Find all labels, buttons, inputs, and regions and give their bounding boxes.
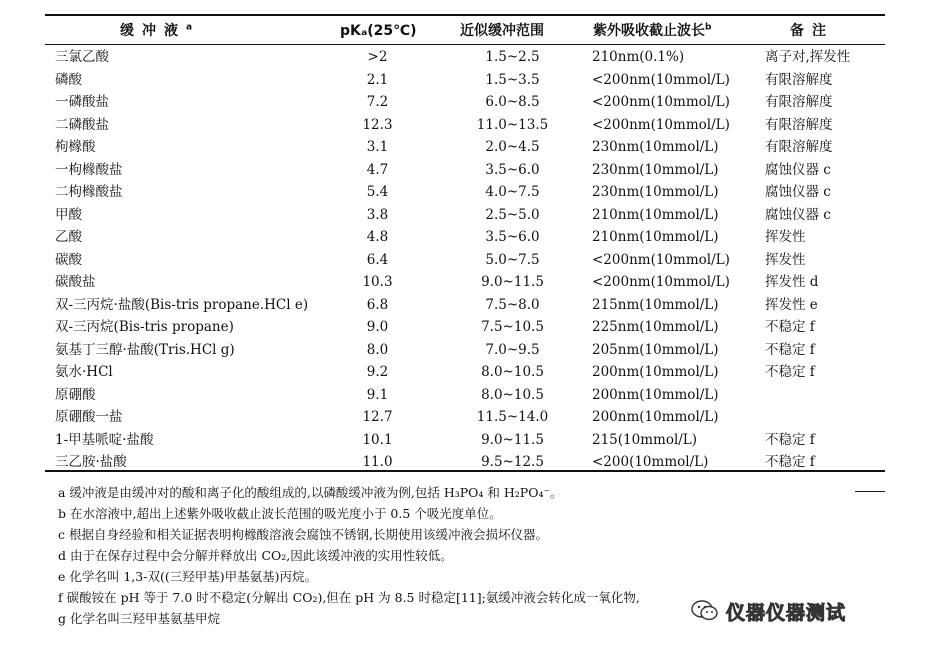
cell-pka: 9.1: [366, 386, 389, 403]
cell-uv-cutoff: 230nm(10mmol/L): [592, 139, 719, 155]
table-row: [0, 361, 934, 384]
cell-uv-cutoff: <200nm(10mmol/L): [592, 94, 730, 110]
cell-remarks: 不稳定 f: [765, 364, 815, 380]
cell-uv-cutoff: 225nm(10mmol/L): [592, 319, 719, 335]
cell-range: 11.5~14.0: [476, 409, 549, 425]
cell-uv-cutoff: <200nm(10mmol/L): [592, 71, 730, 88]
cell-buffer: 双-三丙烷(Bis-tris propane): [55, 319, 234, 335]
cell-range: 7.5~10.5: [481, 319, 544, 335]
table-row: [0, 114, 934, 137]
header-pka: pKₐ(25℃): [340, 23, 417, 39]
cell-range: 9.5~12.5: [481, 454, 544, 470]
cell-range: 3.5~6.0: [485, 161, 540, 178]
cell-buffer: 甲酸: [55, 206, 82, 223]
header-uv-cutoff: 紫外吸收截止波长$^b$: [593, 22, 712, 39]
table-row: [0, 316, 934, 339]
cell-range: 3.5~6.0: [485, 229, 540, 245]
cell-remarks: 不稳定 f: [765, 341, 815, 358]
cell-pka: 6.4: [366, 251, 389, 268]
cell-range: 9.0~11.5: [481, 274, 544, 290]
cell-buffer: 氨水·HCl: [55, 364, 113, 380]
cell-uv-cutoff: 230nm(10mmol/L): [592, 161, 719, 178]
cell-buffer: 碳酸盐: [55, 274, 96, 290]
watermark: [690, 596, 846, 626]
cell-buffer: 1-甲基哌啶·盐酸: [55, 431, 154, 448]
cell-remarks: 有限溶解度: [765, 116, 833, 133]
cell-pka: 3.1: [366, 139, 389, 155]
cell-remarks: 不稳定 f: [765, 319, 815, 335]
cell-pka: 4.8: [366, 229, 389, 245]
cell-remarks: 挥发性: [765, 251, 806, 268]
cell-remarks: 挥发性 d: [765, 274, 819, 290]
cell-uv-cutoff: 205nm(10mmol/L): [592, 341, 719, 358]
cell-buffer: 碳酸: [55, 251, 82, 268]
cell-range: 6.0~8.5: [485, 94, 540, 110]
cell-remarks: 挥发性 e: [765, 296, 818, 313]
header-remarks: 备注: [790, 23, 834, 39]
table-row: [0, 249, 934, 272]
table-bottom-rule: [45, 470, 885, 472]
table-header-rule: [45, 44, 885, 45]
table-row: [0, 159, 934, 182]
cell-buffer: 氨基丁三醇·盐酸(Tris.HCl g): [55, 341, 235, 358]
cell-buffer: 乙酸: [55, 229, 82, 245]
cell-remarks: 不稳定 f: [765, 431, 815, 448]
footnote: e 化学名叫 1,3-双((三羟甲基)甲基氨基)丙烷。: [58, 569, 317, 584]
watermark-text: 仪器仪器测试: [726, 601, 847, 624]
cell-range: 2.5~5.0: [485, 206, 540, 223]
cell-buffer: 磷酸: [55, 71, 82, 88]
table-row: [0, 204, 934, 227]
cell-range: 9.0~11.5: [481, 431, 544, 448]
cell-pka: 3.8: [366, 206, 389, 223]
table-row: [0, 46, 934, 69]
table-body: [0, 46, 934, 474]
cell-pka: 11.0: [362, 454, 393, 470]
footnote: b 在水溶液中,超出上述紫外吸收截止波长范围的吸光度小于 0.5 个吸光度单位。: [58, 506, 502, 521]
cell-remarks: 有限溶解度: [765, 139, 833, 155]
cell-buffer: 三乙胺·盐酸: [55, 454, 127, 470]
table-row: [0, 136, 934, 159]
cell-pka: 9.2: [366, 364, 389, 380]
table-row: [0, 181, 934, 204]
cell-uv-cutoff: 230nm(10mmol/L): [592, 184, 719, 200]
table-row: [0, 339, 934, 362]
cell-pka: 6.8: [366, 296, 389, 313]
header-range: 近似缓冲范围: [460, 23, 544, 39]
cell-range: 5.0~7.5: [485, 251, 540, 268]
wechat-icon: [690, 598, 720, 624]
cell-buffer: 一磷酸盐: [55, 94, 109, 110]
cell-uv-cutoff: <200nm(10mmol/L): [592, 274, 730, 290]
cell-buffer: 一枸橼酸盐: [55, 161, 123, 178]
cell-uv-cutoff: 200nm(10mmol/L): [592, 364, 719, 380]
cell-remarks: 有限溶解度: [765, 94, 833, 110]
cell-pka: 10.1: [362, 431, 393, 448]
cell-pka: 10.3: [362, 274, 393, 290]
cell-uv-cutoff: 215nm(10mmol/L): [592, 296, 719, 313]
footnote: a 缓冲液是由缓冲对的酸和离子化的酸组成的,以磷酸缓冲液为例,包括 H₃PO₄ 和 H₂PO₄⁻。: [58, 485, 563, 500]
cell-pka: 4.7: [366, 161, 389, 178]
table-row: [0, 69, 934, 92]
cell-pka: 5.4: [366, 184, 389, 200]
cell-pka: 12.3: [362, 116, 393, 133]
footnote: c 根据自身经验和相关证据表明枸橼酸溶液会腐蚀不锈钢,长期使用该缓冲液会损坏仪器。: [58, 527, 548, 542]
cell-uv-cutoff: <200nm(10mmol/L): [592, 116, 730, 133]
cell-uv-cutoff: 200nm(10mmol/L): [592, 386, 719, 403]
cell-range: 4.0~7.5: [485, 184, 540, 200]
cell-buffer: 二磷酸盐: [55, 116, 109, 133]
cell-buffer: 双-三丙烷·盐酸(Bis-tris propane.HCl e): [55, 296, 309, 313]
footnote: g 化学名叫三羟甲基氨基甲烷: [58, 611, 220, 626]
cell-uv-cutoff: 200nm(10mmol/L): [592, 409, 719, 425]
cell-pka: 12.7: [362, 409, 393, 425]
cell-remarks: 腐蚀仪器 c: [765, 184, 831, 200]
cell-uv-cutoff: <200nm(10mmol/L): [592, 251, 730, 268]
cell-buffer: 原硼酸一盐: [55, 409, 123, 425]
cell-remarks: 离子对,挥发性: [765, 49, 851, 65]
table-row: [0, 271, 934, 294]
table-row: [0, 429, 934, 452]
cell-uv-cutoff: 210nm(10mmol/L): [592, 206, 719, 223]
cell-remarks: 腐蚀仪器 c: [765, 161, 831, 178]
table-row: [0, 91, 934, 114]
cell-pka: >2: [367, 49, 388, 65]
cell-range: 8.0~10.5: [481, 364, 544, 380]
cell-uv-cutoff: 215(10mmol/L): [592, 431, 698, 448]
cell-pka: 7.2: [366, 94, 389, 110]
cell-remarks: 挥发性: [765, 229, 806, 245]
page-edge-line: [855, 491, 885, 492]
footnote: f 碳酸铵在 pH 等于 7.0 时不稳定(分解出 CO₂),但在 pH 为 8.5 时稳定[11];氨缓冲液会转化成一氧化物,: [58, 590, 640, 605]
cell-buffer: 二枸橼酸盐: [55, 184, 123, 200]
cell-remarks: 有限溶解度: [765, 71, 833, 88]
cell-range: 1.5~2.5: [485, 49, 540, 65]
table-row: [0, 384, 934, 407]
cell-range: 8.0~10.5: [481, 386, 544, 403]
cell-remarks: 不稳定 f: [765, 454, 815, 470]
table-row: [0, 406, 934, 429]
cell-buffer: 三氯乙酸: [55, 49, 109, 65]
cell-pka: 2.1: [366, 71, 389, 88]
footnote: d 由于在保存过程中会分解并释放出 CO₂,因此该缓冲液的实用性较低。: [58, 548, 453, 563]
cell-range: 2.0~4.5: [485, 139, 540, 155]
cell-buffer: 枸橼酸: [55, 139, 96, 155]
table-row: [0, 294, 934, 317]
cell-pka: 8.0: [366, 341, 389, 358]
cell-uv-cutoff: 210nm(0.1%): [592, 49, 685, 65]
cell-buffer: 原硼酸: [55, 386, 96, 403]
table-top-rule: [45, 14, 885, 16]
cell-uv-cutoff: 210nm(10mmol/L): [592, 229, 719, 245]
cell-remarks: 腐蚀仪器 c: [765, 206, 831, 223]
cell-pka: 9.0: [366, 319, 389, 335]
table-row: [0, 226, 934, 249]
cell-range: 11.0~13.5: [476, 116, 549, 133]
cell-range: 1.5~3.5: [485, 71, 540, 88]
header-buffer: 缓冲液$^a$: [120, 22, 201, 39]
cell-range: 7.0~9.5: [485, 341, 540, 358]
cell-range: 7.5~8.0: [485, 296, 540, 313]
cell-uv-cutoff: <200(10mmol/L): [592, 454, 709, 470]
